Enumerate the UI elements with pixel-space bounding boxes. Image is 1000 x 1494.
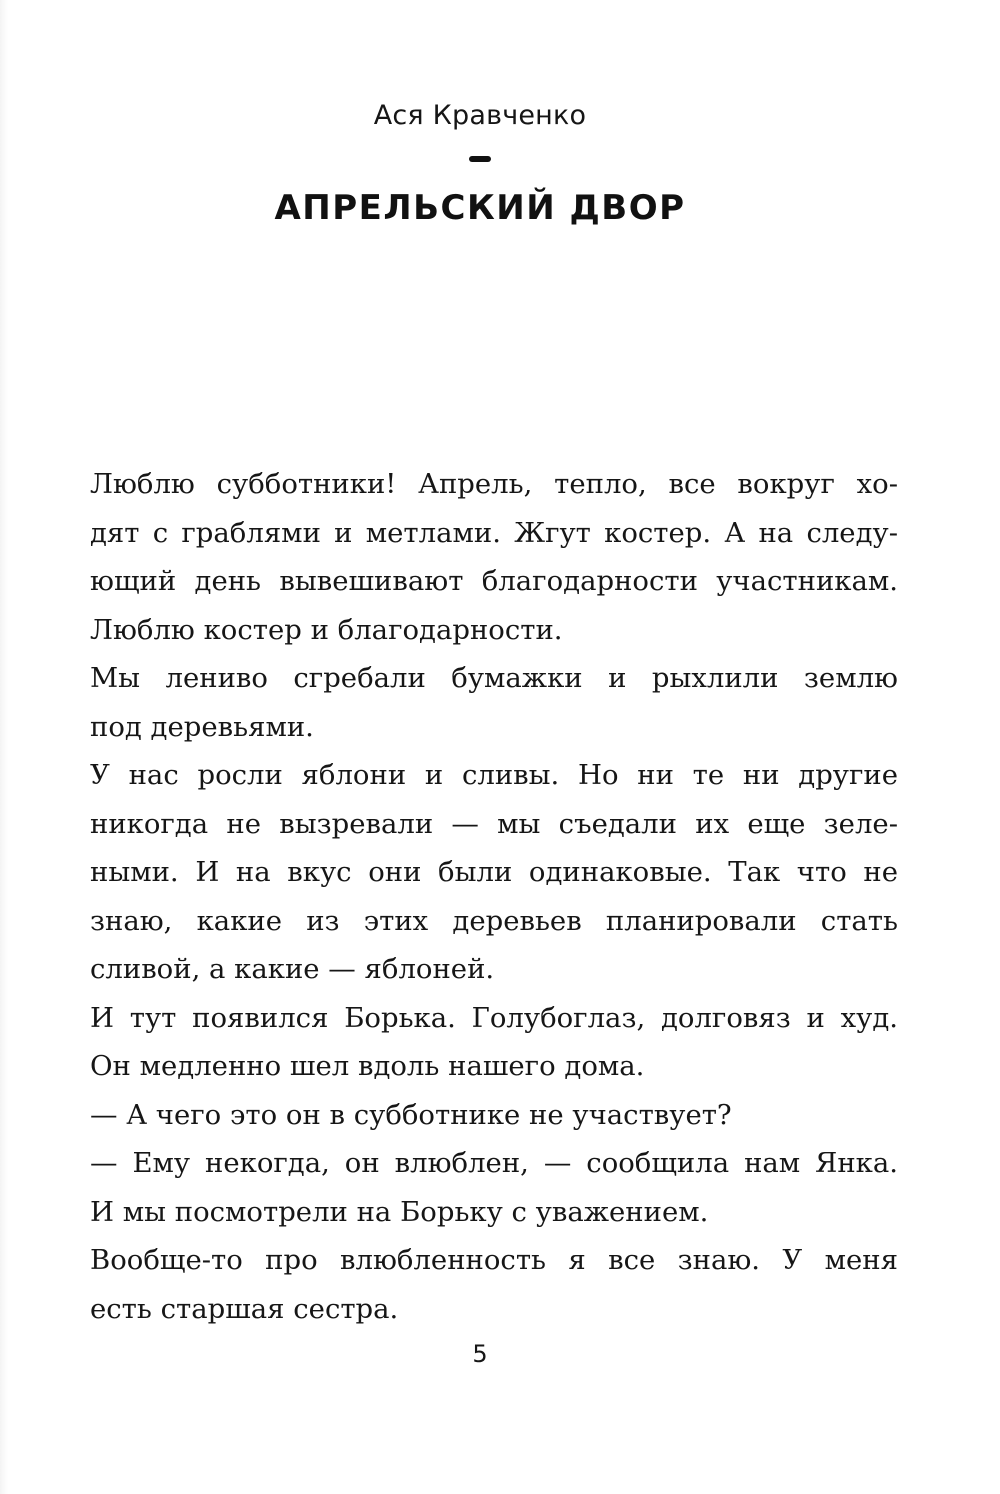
text-line: И мы посмотрели на Борьку с уважением. xyxy=(90,1195,709,1228)
text-line: И тут появился Борька. Голубоглаз, долговяз и худ. xyxy=(90,1001,898,1034)
text-line: Люблю субботники! Апрель, тепло, все вокруг хо- xyxy=(90,468,898,500)
text-line: дят с граблями и метлами. Жгут костер. А на следу- xyxy=(90,516,898,549)
text-line: ющий день вывешивают благодарности участникам. xyxy=(90,565,898,597)
page-number: 5 xyxy=(472,1340,488,1368)
text-line: ными. И на вкус они были одинаковые. Так что не xyxy=(90,856,898,888)
text-line: сливой, а какие — яблоней. xyxy=(90,953,495,985)
text-line: Вообще-то про влюбленность я все знаю. У меня xyxy=(90,1244,898,1276)
body-text xyxy=(90,460,898,1333)
text-line: — А чего это он в субботнике не участвует? xyxy=(90,1098,732,1131)
text-line: У нас росли яблони и сливы. Но ни те ни другие xyxy=(90,759,898,791)
text-line: есть старшая сестра. xyxy=(90,1292,399,1325)
chapter-title: АПРЕЛЬСКИЙ ДВОР xyxy=(274,188,686,228)
title-ornament xyxy=(469,156,491,162)
text-line: знаю, какие из этих деревьев планировали стать xyxy=(90,904,898,937)
text-line: никогда не вызревали — мы съедали их еще зеле- xyxy=(90,807,898,840)
text-line: Люблю костер и благодарности. xyxy=(90,613,563,646)
text-line: Мы лениво сгребали бумажки и рыхлили землю xyxy=(90,662,898,694)
text-line: под деревьями. xyxy=(90,710,314,743)
text-line: — Ему некогда, он влюблен, — сообщила нам Янка. xyxy=(90,1147,898,1179)
text-line: Он медленно шел вдоль нашего дома. xyxy=(90,1050,645,1082)
author-name: Ася Кравченко xyxy=(373,100,587,131)
